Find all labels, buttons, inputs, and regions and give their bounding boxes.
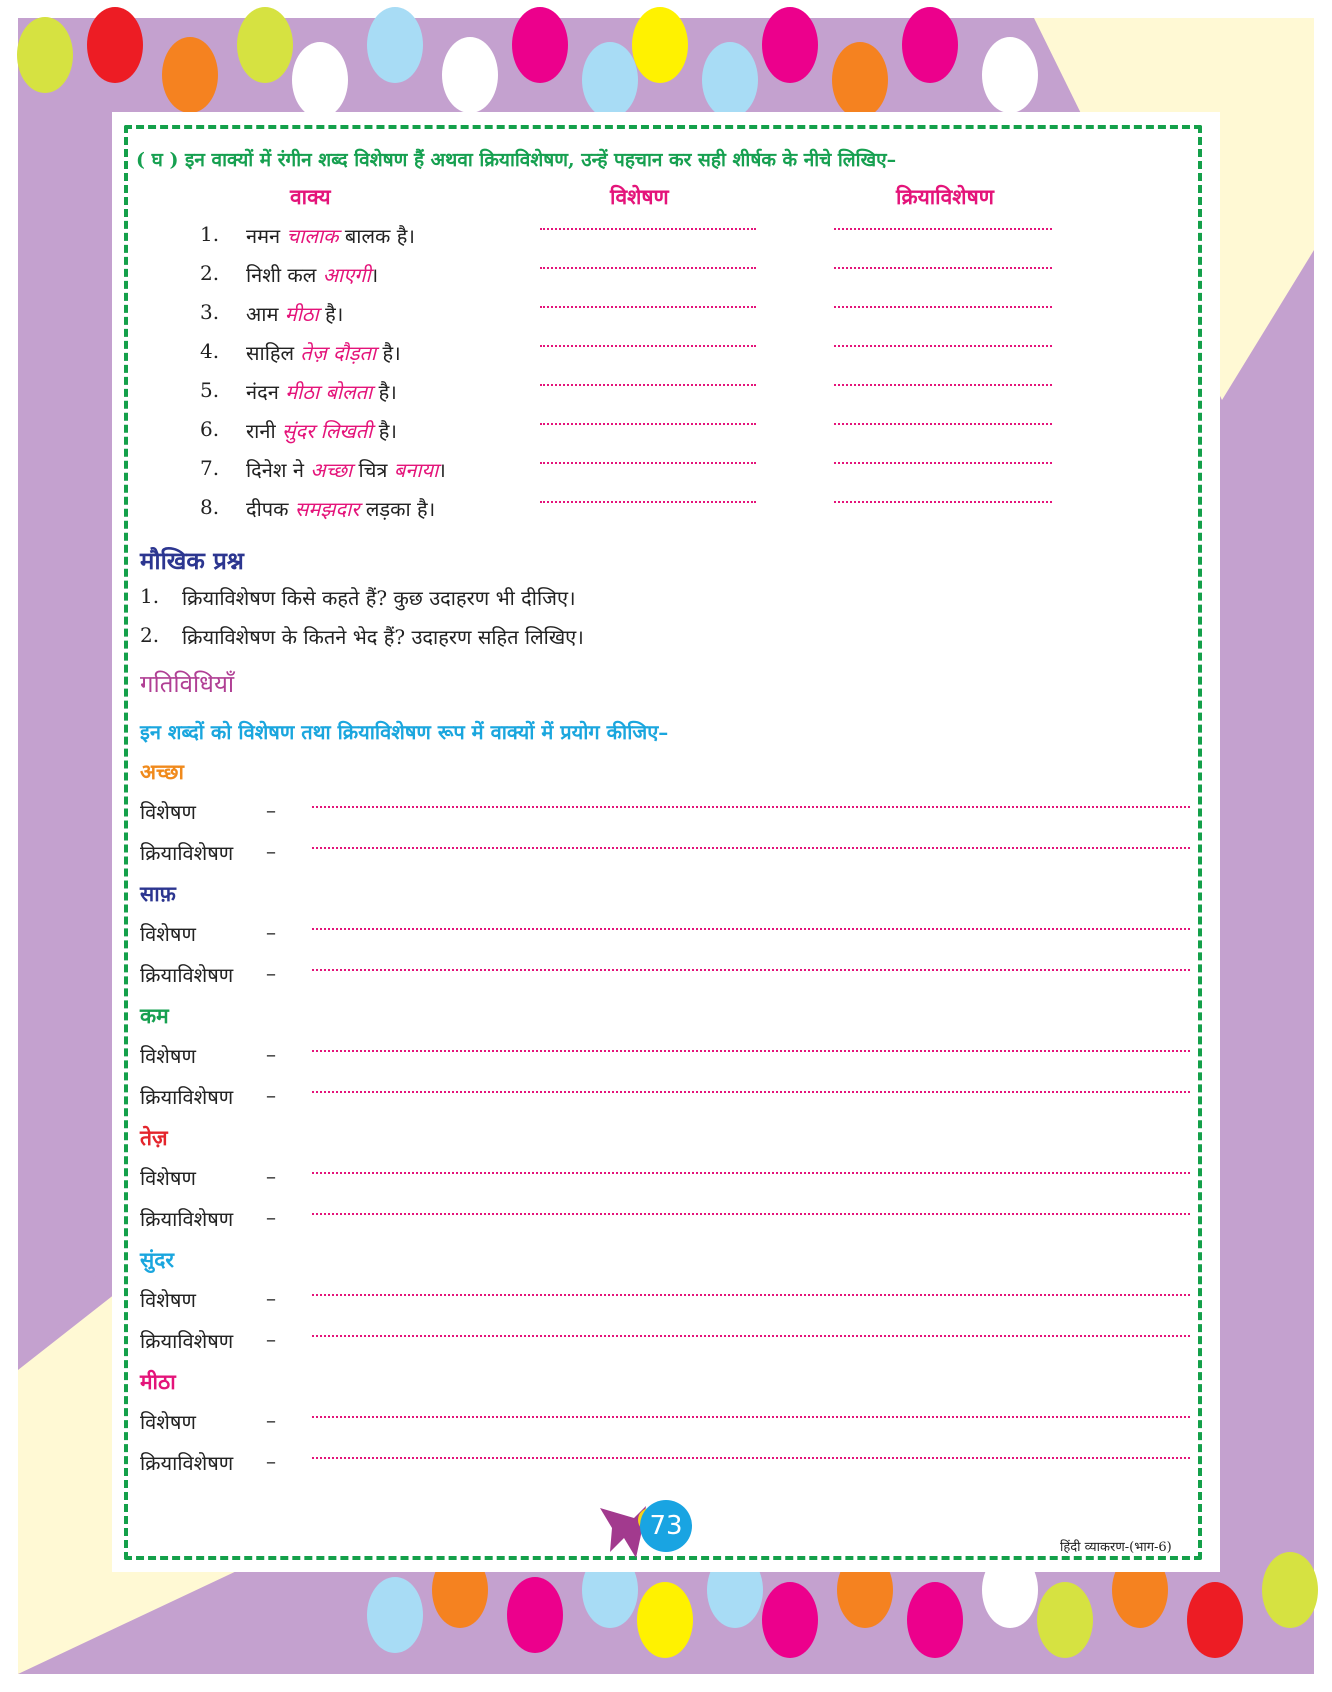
dot-top-14 xyxy=(982,37,1038,113)
adverb-answer-line[interactable] xyxy=(312,1091,1190,1093)
dot-top-11 xyxy=(762,7,818,83)
exercise-sentence xyxy=(246,222,415,249)
exercise-sentence xyxy=(246,339,401,366)
highlighted-word: आएगी xyxy=(322,263,371,287)
dot-bottom-13 xyxy=(1262,1552,1318,1628)
dot-top-1 xyxy=(87,7,143,83)
sentence-text: दीपक xyxy=(246,497,295,521)
dot-bottom-12 xyxy=(1187,1582,1243,1658)
adverb-label: क्रियाविशेषण xyxy=(140,963,234,987)
header-sentence: वाक्य xyxy=(290,184,331,209)
highlighted-word: सुंदर लिखती xyxy=(282,419,373,443)
dash-separator: – xyxy=(266,1164,276,1188)
exercise-sentence xyxy=(246,417,397,444)
header-adjective: विशेषण xyxy=(610,184,669,209)
dash-separator: – xyxy=(266,1042,276,1066)
sentence-text: निशी कल xyxy=(246,263,323,287)
adjective-answer-line[interactable] xyxy=(312,1050,1190,1052)
activity-word: साफ़ xyxy=(140,881,176,906)
sentence-text: बालक है। xyxy=(338,224,415,248)
dot-bottom-6 xyxy=(762,1582,818,1658)
adverb-answer-line[interactable] xyxy=(312,847,1190,849)
adverb-label: क्रियाविशेषण xyxy=(140,1207,234,1231)
adverb-answer-line[interactable] xyxy=(834,228,1052,230)
adjective-label: विशेषण xyxy=(140,1166,196,1190)
activities-instruction: इन शब्दों को विशेषण तथा क्रियाविशेषण रूप में वाक्यों में प्रयोग कीजिए– xyxy=(140,720,669,744)
dash-separator: – xyxy=(266,1286,276,1310)
dash-separator: – xyxy=(266,1205,276,1229)
sentence-text: चित्र xyxy=(352,458,394,482)
oral-questions-title: मौखिक प्रश्न xyxy=(140,546,244,575)
sentence-text: नंदन xyxy=(246,380,286,404)
highlighted-word: मीठा xyxy=(284,302,319,326)
exercise-item-number: 2. xyxy=(200,261,220,285)
dot-top-6 xyxy=(442,37,498,113)
sentence-text: रानी xyxy=(246,419,282,443)
adverb-answer-line[interactable] xyxy=(834,345,1052,347)
highlighted-word: चालाक xyxy=(286,224,339,248)
activity-word: मीठा xyxy=(140,1369,176,1394)
exercise-item-number: 7. xyxy=(200,456,220,480)
adjective-answer-line[interactable] xyxy=(540,384,756,386)
activities-title: गतिविधियाँ xyxy=(140,670,235,698)
highlighted-word: अच्छा xyxy=(310,458,353,482)
adverb-answer-line[interactable] xyxy=(834,384,1052,386)
highlighted-word: तेज़ दौड़ता xyxy=(300,341,377,365)
exercise-sentence xyxy=(246,456,446,483)
activity-word: कम xyxy=(140,1003,169,1028)
dot-top-0 xyxy=(17,17,73,93)
dot-top-4 xyxy=(292,42,348,118)
sentence-text: । xyxy=(370,263,379,287)
sentence-text: आम xyxy=(246,302,285,326)
exercise-item-number: 3. xyxy=(200,300,220,324)
exercise-sentence xyxy=(246,261,378,288)
dash-separator: – xyxy=(266,961,276,985)
exercise-item-number: 1. xyxy=(200,222,220,246)
adverb-answer-line[interactable] xyxy=(312,969,1190,971)
sentence-text: है। xyxy=(372,380,397,404)
adjective-answer-line[interactable] xyxy=(540,267,756,269)
highlighted-word: बनाया xyxy=(393,458,439,482)
adjective-label: विशेषण xyxy=(140,1410,196,1434)
dot-top-13 xyxy=(902,7,958,83)
oral-question-number: 1. xyxy=(140,584,160,608)
exercise-sentence xyxy=(246,495,435,522)
dot-top-5 xyxy=(367,7,423,83)
adjective-answer-line[interactable] xyxy=(312,1294,1190,1296)
adverb-label: क्रियाविशेषण xyxy=(140,841,234,865)
activity-word: अच्छा xyxy=(140,759,184,784)
dot-top-8 xyxy=(582,42,638,118)
dot-bottom-8 xyxy=(907,1582,963,1658)
highlighted-word: मीठा बोलता xyxy=(285,380,373,404)
adjective-label: विशेषण xyxy=(140,800,196,824)
dot-top-3 xyxy=(237,7,293,83)
adjective-label: विशेषण xyxy=(140,922,196,946)
adjective-answer-line[interactable] xyxy=(540,423,756,425)
exercise-sentence xyxy=(246,300,343,327)
dot-bottom-10 xyxy=(1037,1582,1093,1658)
adverb-answer-line[interactable] xyxy=(312,1213,1190,1215)
sentence-text: है। xyxy=(376,341,401,365)
dot-bottom-0 xyxy=(367,1577,423,1653)
adjective-answer-line[interactable] xyxy=(312,1416,1190,1418)
dot-top-12 xyxy=(832,42,888,118)
dash-separator: – xyxy=(266,839,276,863)
adjective-answer-line[interactable] xyxy=(540,306,756,308)
adjective-label: विशेषण xyxy=(140,1044,196,1068)
adverb-answer-line[interactable] xyxy=(834,306,1052,308)
page-number-badge: 73 xyxy=(640,1500,692,1552)
exercise-item-number: 6. xyxy=(200,417,220,441)
oral-question-number: 2. xyxy=(140,623,160,647)
exercise-item-number: 5. xyxy=(200,378,220,402)
adjective-answer-line[interactable] xyxy=(540,462,756,464)
dot-bottom-2 xyxy=(507,1577,563,1653)
sentence-text: दिनेश ने xyxy=(246,458,311,482)
dot-bottom-4 xyxy=(637,1582,693,1658)
adjective-answer-line[interactable] xyxy=(312,1172,1190,1174)
sentence-text: साहिल xyxy=(246,341,301,365)
adjective-answer-line[interactable] xyxy=(312,928,1190,930)
adverb-answer-line[interactable] xyxy=(312,1457,1190,1459)
dot-top-7 xyxy=(512,7,568,83)
dash-separator: – xyxy=(266,1083,276,1107)
adjective-answer-line[interactable] xyxy=(540,228,756,230)
sentence-text: नमन xyxy=(246,224,287,248)
exercise-item-number: 8. xyxy=(200,495,220,519)
header-adverb: क्रियाविशेषण xyxy=(896,184,994,209)
dash-separator: – xyxy=(266,1449,276,1473)
adverb-label: क्रियाविशेषण xyxy=(140,1085,234,1109)
sentence-text: है। xyxy=(372,419,397,443)
adverb-label: क्रियाविशेषण xyxy=(140,1451,234,1475)
exercise-item-number: 4. xyxy=(200,339,220,363)
adjective-label: विशेषण xyxy=(140,1288,196,1312)
dash-separator: – xyxy=(266,1327,276,1351)
oral-question-text: क्रियाविशेषण किसे कहते हैं? कुछ उदाहरण भी दीजिए। xyxy=(182,586,576,610)
dot-top-9 xyxy=(632,7,688,83)
activity-word: सुंदर xyxy=(140,1247,174,1272)
adverb-answer-line[interactable] xyxy=(834,501,1052,503)
adverb-answer-line[interactable] xyxy=(834,423,1052,425)
sentence-text: लड़का है। xyxy=(359,497,436,521)
adverb-answer-line[interactable] xyxy=(834,462,1052,464)
exercise-sentence xyxy=(246,378,397,405)
adjective-answer-line[interactable] xyxy=(312,806,1190,808)
oral-question-text: क्रियाविशेषण के कितने भेद हैं? उदाहरण सहित लिखिए। xyxy=(182,625,584,649)
sentence-text: । xyxy=(438,458,446,482)
dot-top-10 xyxy=(702,42,758,118)
dash-separator: – xyxy=(266,798,276,822)
adverb-answer-line[interactable] xyxy=(834,267,1052,269)
adverb-answer-line[interactable] xyxy=(312,1335,1190,1337)
dash-separator: – xyxy=(266,1408,276,1432)
sentence-text: है। xyxy=(318,302,344,326)
dash-separator: – xyxy=(266,920,276,944)
book-title-footer: हिंदी व्याकरण-(भाग-6) xyxy=(1060,1540,1172,1555)
activity-word: तेज़ xyxy=(140,1125,168,1150)
adjective-answer-line[interactable] xyxy=(540,345,756,347)
adjective-answer-line[interactable] xyxy=(540,501,756,503)
exercise-question: ( घ ) इन वाक्यों में रंगीन शब्द विशेषण हैं अथवा क्रियाविशेषण, उन्हें पहचान कर सही शीर्षक के नीचे लिखिए– xyxy=(136,149,897,171)
adverb-label: क्रियाविशेषण xyxy=(140,1329,234,1353)
dot-top-2 xyxy=(162,37,218,113)
highlighted-word: समझदार xyxy=(294,497,360,521)
